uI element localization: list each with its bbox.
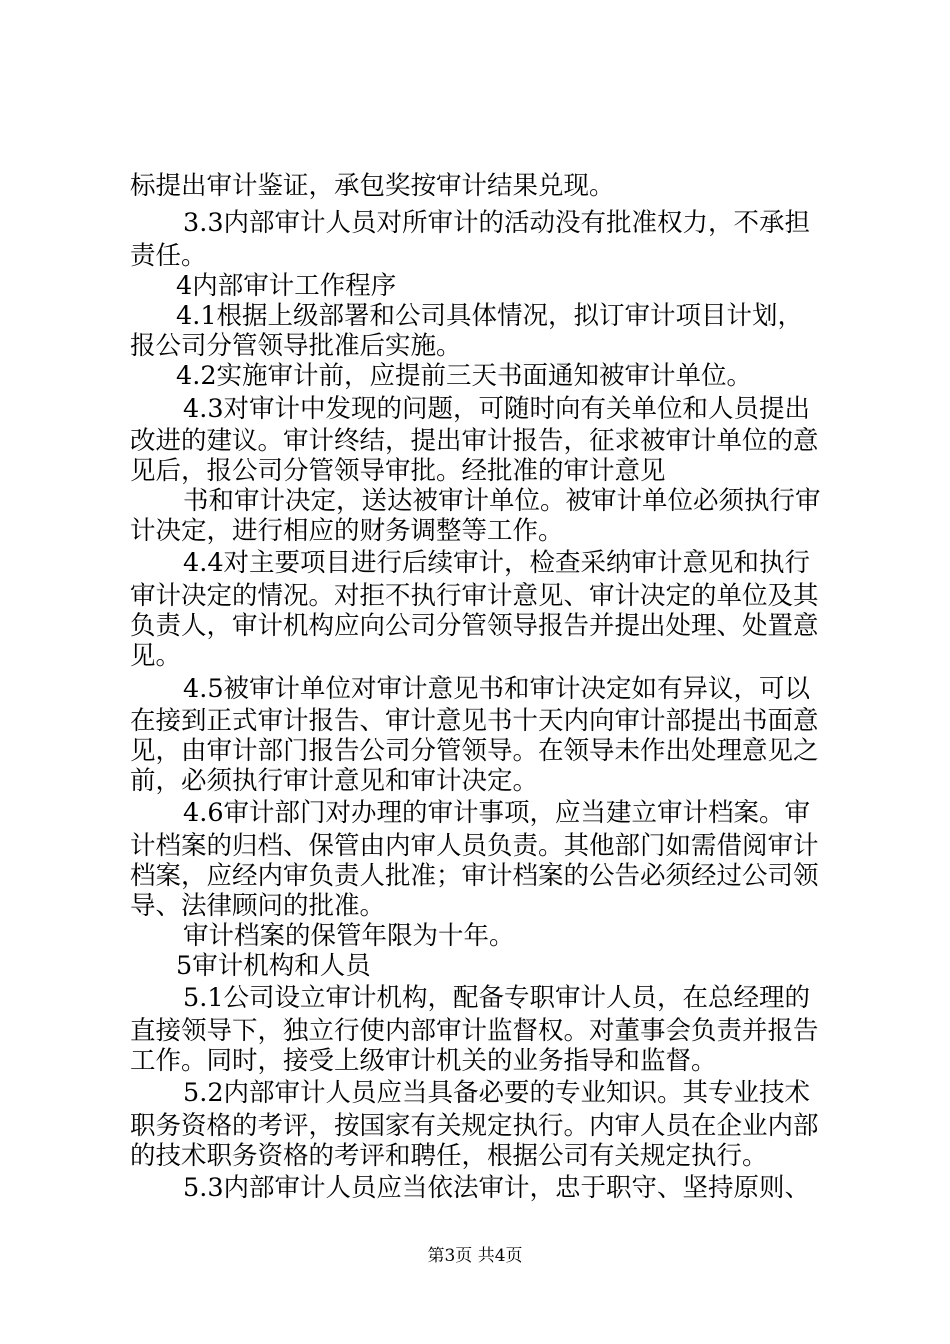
text-line: 4.3对审计中发现的问题，可随时向有关单位和人员提出	[183, 394, 811, 424]
text-line: 书和审计决定，送达被审计单位。被审计单位必须执行审	[183, 486, 821, 516]
text-line: 见，由审计部门报告公司分管领导。在领导未作出处理意见之	[130, 736, 819, 766]
text-line: 报公司分管领导批准后实施。	[130, 331, 462, 361]
text-line: 3.3内部审计人员对所审计的活动没有批准权力，不承担	[183, 208, 811, 238]
text-line: 审计档案的保管年限为十年。	[183, 921, 515, 951]
text-line: 的技术职务资格的考评和聘任，根据公司有关规定执行。	[130, 1141, 768, 1171]
text-line: 在接到正式审计报告、审计意见书十天内向审计部提出书面意	[130, 706, 819, 736]
text-line: 责任。	[130, 241, 207, 271]
text-line: 4.5被审计单位对审计意见书和审计决定如有异议，可以	[183, 674, 811, 704]
text-line: 计档案的归档、保管由内审人员负责。其他部门如需借阅审计	[130, 831, 819, 861]
section-heading: 4内部审计工作程序	[176, 271, 397, 301]
text-line: 5.1公司设立审计机构，配备专职审计人员，在总经理的	[183, 983, 811, 1013]
text-line: 5.2内部审计人员应当具备必要的专业知识。其专业技术	[183, 1078, 811, 1108]
text-line: 负责人，审计机构应向公司分管领导报告并提出处理、处置意	[130, 611, 819, 641]
text-line: 改进的建议。审计终结，提出审计报告，征求被审计单位的意	[130, 426, 819, 456]
text-line: 导、法律顾问的批准。	[130, 891, 386, 921]
text-line: 计决定，进行相应的财务调整等工作。	[130, 516, 564, 546]
text-line: 4.1根据上级部署和公司具体情况，拟订审计项目计划，	[176, 301, 804, 331]
text-line: 4.6审计部门对办理的审计事项，应当建立审计档案。审	[183, 798, 811, 828]
text-line: 5.3内部审计人员应当依法审计，忠于职守、坚持原则、	[183, 1173, 811, 1203]
text-line: 直接领导下，独立行使内部审计监督权。对董事会负责并报告	[130, 1016, 819, 1046]
text-line: 工作。同时，接受上级审计机关的业务指导和监督。	[130, 1046, 717, 1076]
text-line: 档案，应经内审负责人批准；审计档案的公告必须经过公司领	[130, 861, 819, 891]
text-line: 见。	[130, 641, 182, 671]
text-line: 标提出审计鉴证，承包奖按审计结果兑现。	[130, 171, 615, 201]
text-line: 4.4对主要项目进行后续审计，检查采纳审计意见和执行	[183, 548, 811, 578]
section-heading: 5审计机构和人员	[176, 951, 371, 981]
text-line: 前，必须执行审计意见和审计决定。	[130, 766, 539, 796]
text-line: 见后，报公司分管领导审批。经批准的审计意见	[130, 456, 666, 486]
text-line: 审计决定的情况。对拒不执行审计意见、审计决定的单位及其	[130, 581, 819, 611]
text-line: 4.2实施审计前，应提前三天书面通知被审计单位。	[176, 361, 753, 391]
text-line: 职务资格的考评，按国家有关规定执行。内审人员在企业内部	[130, 1111, 819, 1141]
page-number-footer: 第3页 共4页	[427, 1246, 523, 1266]
